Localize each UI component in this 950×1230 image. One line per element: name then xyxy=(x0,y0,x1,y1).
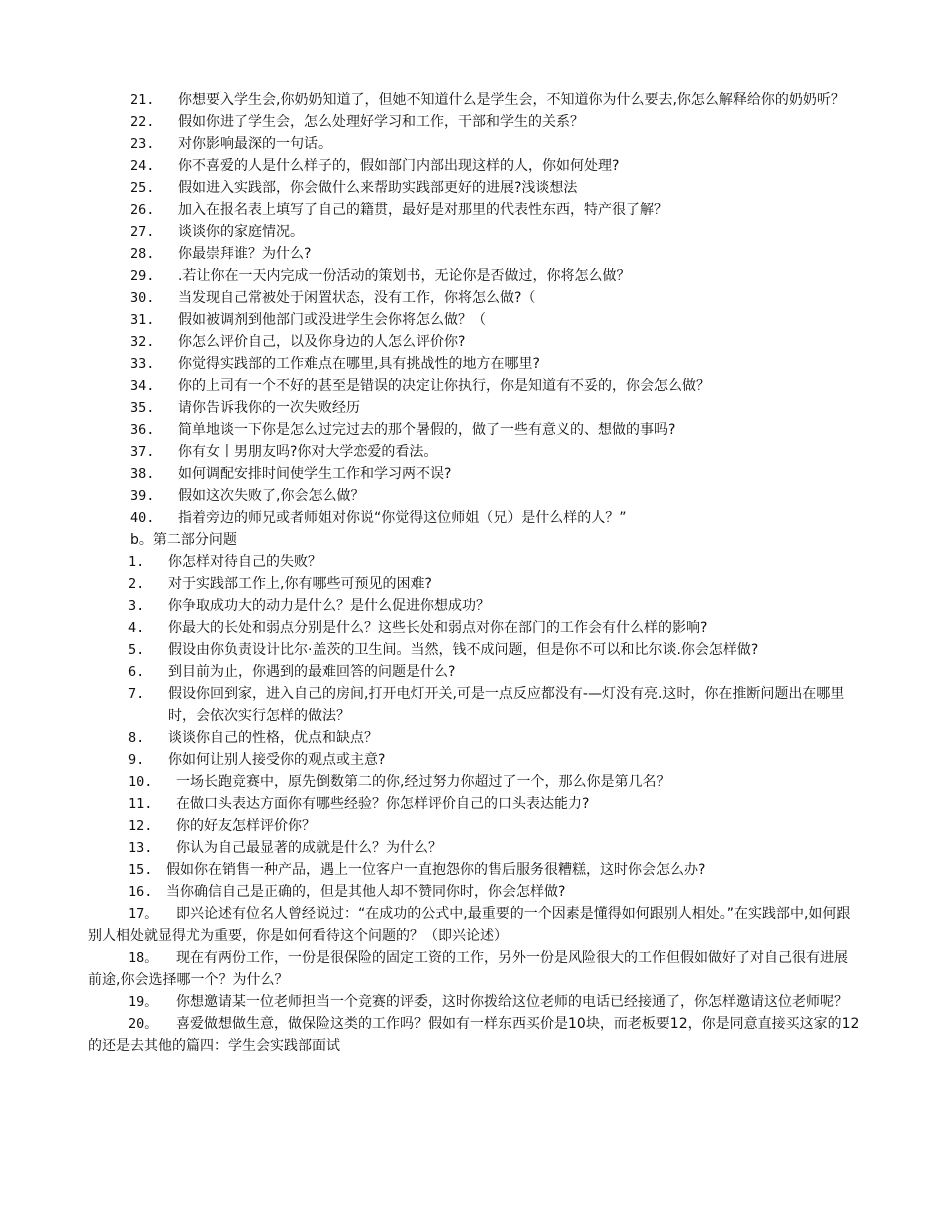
item-text: 请你告诉我你的一次失败经历 xyxy=(178,400,360,416)
list-item xyxy=(0,111,950,133)
list-item xyxy=(0,463,950,485)
item-text: 喜爱做想做生意，做保险这类的工作吗？假如有一样东西买价是10块，而老板要12，你是同意直接买这家的12的还是去其他的篇四：学生会实践部面试 xyxy=(88,1016,860,1054)
list-item xyxy=(0,683,950,727)
item-number: 1. xyxy=(128,554,145,570)
item-text: 你想要入学生会,你奶奶知道了，但她不知道什么是学生会，不知道你为什么要去,你怎么解释给你的奶奶听？ xyxy=(178,92,845,108)
item-number: 23. xyxy=(130,136,155,152)
item-number: 37. xyxy=(130,444,155,460)
item-number: 26. xyxy=(130,202,155,218)
item-text: 假如你进了学生会，怎么处理好学习和工作，干部和学生的关系？ xyxy=(178,114,584,130)
item-number: 3. xyxy=(128,598,145,614)
list-item xyxy=(0,661,950,683)
list-item xyxy=(0,551,950,573)
list-item xyxy=(0,749,950,771)
paragraph-item xyxy=(88,991,860,1013)
item-number: 7. xyxy=(128,686,145,702)
item-text: 你如何让别人接受你的观点或主意? xyxy=(168,752,386,768)
item-text: 当发现自己常被处于闲置状态，没有工作，你将怎么做?（ xyxy=(178,290,536,306)
list-item xyxy=(0,133,950,155)
item-number: 39. xyxy=(130,488,155,504)
item-text: 一场长跑竞赛中，原先倒数第二的你,经过努力你超过了一个，那么你是第几名？ xyxy=(176,774,671,790)
list-item xyxy=(0,441,950,463)
paragraph-item xyxy=(88,1013,860,1057)
item-text: 假如你在销售一种产品，遇上一位客户一直抱怨你的售后服务很糟糕，这时你会怎么办? xyxy=(166,862,706,878)
item-number: 15. xyxy=(128,862,153,878)
item-text: 在做口头表达方面你有哪些经验？你怎样评价自己的口头表达能力? xyxy=(176,796,590,812)
item-number: 16. xyxy=(128,884,153,900)
item-text: 你想邀请某一位老师担当一个竞赛的评委，这时你拨给这位老师的电话已经接通了，你怎样邀请这位老师呢？ xyxy=(176,994,848,1010)
item-text: 谈谈你的家庭情况。 xyxy=(178,224,304,240)
list-item xyxy=(0,595,950,617)
item-text: 加入在报名表上填写了自己的籍贯，最好是对那里的代表性东西，特产很了解？ xyxy=(178,202,668,218)
list-item xyxy=(0,881,950,903)
item-number: 13. xyxy=(128,840,153,856)
list-item xyxy=(0,485,950,507)
item-number: 17。 xyxy=(128,906,158,922)
list-item xyxy=(0,89,950,111)
list-item xyxy=(0,727,950,749)
item-number: 5. xyxy=(128,642,145,658)
list-item xyxy=(0,353,950,375)
item-text: .若让你在一天内完成一份活动的策划书，无论你是否做过，你将怎么做？ xyxy=(178,268,631,284)
item-text: 你认为自己最显著的成就是什么？为什么？ xyxy=(176,840,442,856)
item-text: 当你确信自己是正确的，但是其他人却不赞同你时，你会怎样做? xyxy=(166,884,566,900)
item-text: 指着旁边的师兄或者师姐对你说“你觉得这位师姐（兄）是什么样的人？” xyxy=(178,510,627,526)
item-number: 24. xyxy=(130,158,155,174)
item-text: 对你影响最深的一句话。 xyxy=(178,136,332,152)
item-text: 你怎样对待自己的失败？ xyxy=(168,554,322,570)
item-number: 32. xyxy=(130,334,155,350)
item-number: 29. xyxy=(130,268,155,284)
item-number: 27. xyxy=(130,224,155,240)
item-text: 你怎么评价自己，以及你身边的人怎么评价你? xyxy=(178,334,466,350)
item-number: 19。 xyxy=(128,994,158,1010)
item-text: 现在有两份工作，一份是很保险的固定工资的工作，另外一份是风险很大的工作但假如做好了对自己很有进展前途,你会选择哪一个？为什么？ xyxy=(88,950,848,988)
paragraph-item xyxy=(88,947,860,991)
item-text: 你的好友怎样评价你？ xyxy=(176,818,316,834)
item-number: 38. xyxy=(130,466,155,482)
list-item xyxy=(0,177,950,199)
list-item xyxy=(0,815,950,837)
list-item xyxy=(0,331,950,353)
item-number: 25. xyxy=(130,180,155,196)
list-item xyxy=(0,375,950,397)
item-number: 20。 xyxy=(128,1016,158,1032)
item-number: 34. xyxy=(130,378,155,394)
list-item xyxy=(0,507,950,529)
item-text: 你最大的长处和弱点分别是什么？这些长处和弱点对你在部门的工作会有什么样的影响? xyxy=(168,620,708,636)
item-number: 10. xyxy=(128,774,153,790)
item-number: 6. xyxy=(128,664,145,680)
item-text: 假设你回到家，进入自己的房间,打开电灯开关,可是一点反应都没有-—灯没有亮.这时，你在推断问题出在哪里时，会依次实行怎样的做法？ xyxy=(168,686,845,724)
item-number: 9. xyxy=(128,752,145,768)
list-item xyxy=(0,287,950,309)
list-item xyxy=(0,573,950,595)
item-number: 36. xyxy=(130,422,155,438)
list-item xyxy=(0,243,950,265)
list-item xyxy=(0,639,950,661)
item-text: 到目前为止，你遇到的最难回答的问题是什么? xyxy=(168,664,456,680)
paragraph-item xyxy=(88,903,860,947)
list-item xyxy=(0,155,950,177)
item-text: 假设由你负责设计比尔·盖茨的卫生间。当然，钱不成问题，但是你不可以和比尔谈.你会怎样做? xyxy=(168,642,759,658)
list-item xyxy=(0,837,950,859)
item-text: 你的上司有一个不好的甚至是错误的决定让你执行，你是知道有不妥的，你会怎么做？ xyxy=(178,378,710,394)
list-item xyxy=(0,199,950,221)
item-number: 18。 xyxy=(128,950,158,966)
item-number: 33. xyxy=(130,356,155,372)
list-item xyxy=(0,793,950,815)
item-text: 谈谈你自己的性格，优点和缺点？ xyxy=(168,730,378,746)
item-number: 11. xyxy=(128,796,153,812)
item-number: 22. xyxy=(130,114,155,130)
item-text: 如何调配安排时间使学生工作和学习两不误? xyxy=(178,466,452,482)
list-item xyxy=(0,221,950,243)
section-heading: b。第二部分问题 xyxy=(130,532,237,548)
list-item xyxy=(0,419,950,441)
item-number: 8. xyxy=(128,730,145,746)
item-text: 你最崇拜谁？为什么? xyxy=(178,246,312,262)
item-number: 40. xyxy=(130,510,155,526)
item-text: 你觉得实践部的工作难点在哪里,具有挑战性的地方在哪里? xyxy=(178,356,540,372)
list-item xyxy=(0,265,950,287)
item-text: 即兴论述有位名人曾经说过：“在成功的公式中,最重要的一个因素是懂得如何跟别人相处。”在实践部中,如何跟别人相处就显得尤为重要，你是如何看待这个问题的？（即兴论述） xyxy=(88,906,851,944)
item-text: 假如被调剂到他部门或没进学生会你将怎么做？（ xyxy=(178,312,486,328)
item-number: 28. xyxy=(130,246,155,262)
item-text: 简单地谈一下你是怎么过完过去的那个暑假的，做了一些有意义的、想做的事吗? xyxy=(178,422,676,438)
list-item xyxy=(0,617,950,639)
item-text: 假如进入实践部，你会做什么来帮助实践部更好的进展?浅谈想法 xyxy=(178,180,578,196)
item-number: 12. xyxy=(128,818,153,834)
item-text: 你争取成功大的动力是什么？是什么促进你想成功？ xyxy=(168,598,490,614)
list-item xyxy=(0,859,950,881)
list-item xyxy=(0,397,950,419)
item-text: 你不喜爱的人是什么样子的，假如部门内部出现这样的人，你如何处理? xyxy=(178,158,620,174)
item-text: 假如这次失败了,你会怎么做？ xyxy=(178,488,365,504)
item-text: 你有女丨男朋友吗?你对大学恋爱的看法。 xyxy=(178,444,438,460)
item-number: 31. xyxy=(130,312,155,328)
item-number: 30. xyxy=(130,290,155,306)
item-number: 2. xyxy=(128,576,145,592)
item-number: 21. xyxy=(130,92,155,108)
list-item xyxy=(0,771,950,793)
list-item xyxy=(0,309,950,331)
item-number: 4. xyxy=(128,620,145,636)
item-number: 35. xyxy=(130,400,155,416)
item-text: 对于实践部工作上,你有哪些可预见的困难? xyxy=(168,576,432,592)
question-list xyxy=(0,89,950,1057)
